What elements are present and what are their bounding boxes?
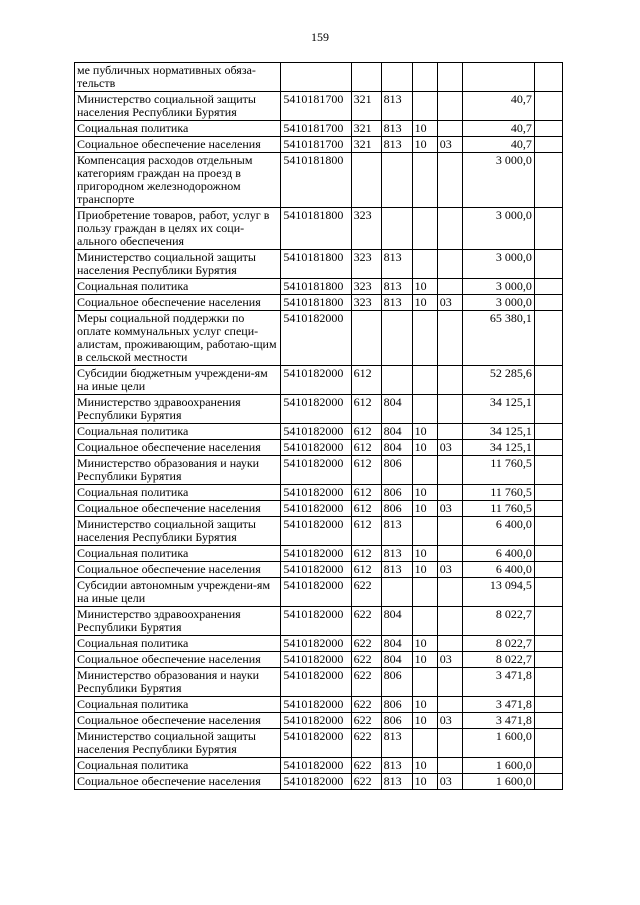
cell-amount: 1 600,0: [462, 774, 534, 790]
cell-subsection-code: [437, 636, 462, 652]
cell-expense-type-code: 321: [351, 92, 381, 121]
table-row: [75, 121, 563, 137]
table-row: [75, 697, 563, 713]
table-row: [75, 578, 563, 607]
cell-expense-type-code: 612: [351, 562, 381, 578]
cell-subsection-code: 03: [437, 774, 462, 790]
cell-target-article-code: 5410181800: [281, 208, 351, 250]
table-row: [75, 774, 563, 790]
cell-section-code: [412, 63, 437, 92]
cell-amount: 34 125,1: [462, 440, 534, 456]
cell-expense-type-code: 622: [351, 697, 381, 713]
cell-expense-type-code: [351, 63, 381, 92]
table-row: [75, 729, 563, 758]
cell-target-article-code: 5410181700: [281, 137, 351, 153]
cell-section-code: [412, 250, 437, 279]
cell-section-code: 10: [412, 279, 437, 295]
cell-target-article-code: 5410182000: [281, 636, 351, 652]
cell-ministry-code: 806: [381, 501, 412, 517]
cell-section-code: 10: [412, 774, 437, 790]
cell-ministry-code: 813: [381, 729, 412, 758]
table-row: [75, 279, 563, 295]
cell-expense-type-code: 612: [351, 366, 381, 395]
cell-subsection-code: [437, 424, 462, 440]
cell-empty: [534, 607, 562, 636]
cell-expense-type-code: 612: [351, 517, 381, 546]
cell-amount: 11 760,5: [462, 456, 534, 485]
cell-target-article-code: 5410182000: [281, 546, 351, 562]
table-row: [75, 63, 563, 92]
table-row: [75, 517, 563, 546]
cell-subsection-code: [437, 279, 462, 295]
cell-target-article-code: 5410181800: [281, 153, 351, 208]
table-row: [75, 295, 563, 311]
cell-empty: [534, 485, 562, 501]
cell-expense-type-code: 622: [351, 758, 381, 774]
cell-ministry-code: [381, 208, 412, 250]
cell-amount: 40,7: [462, 137, 534, 153]
cell-target-article-code: 5410182000: [281, 729, 351, 758]
cell-amount: 6 400,0: [462, 546, 534, 562]
cell-section-code: [412, 366, 437, 395]
cell-item-name: Социальная политика: [75, 279, 281, 295]
cell-ministry-code: 804: [381, 607, 412, 636]
cell-section-code: [412, 517, 437, 546]
cell-ministry-code: 813: [381, 546, 412, 562]
table-row: [75, 713, 563, 729]
cell-empty: [534, 295, 562, 311]
cell-subsection-code: [437, 153, 462, 208]
table-row: [75, 501, 563, 517]
cell-amount: 11 760,5: [462, 485, 534, 501]
cell-expense-type-code: 622: [351, 607, 381, 636]
cell-section-code: 10: [412, 697, 437, 713]
cell-target-article-code: 5410182000: [281, 713, 351, 729]
cell-target-article-code: 5410182000: [281, 501, 351, 517]
table-row: [75, 424, 563, 440]
cell-empty: [534, 153, 562, 208]
cell-section-code: [412, 607, 437, 636]
cell-target-article-code: 5410181800: [281, 279, 351, 295]
cell-expense-type-code: 622: [351, 652, 381, 668]
cell-subsection-code: [437, 758, 462, 774]
cell-empty: [534, 758, 562, 774]
cell-target-article-code: 5410181800: [281, 250, 351, 279]
cell-amount: 6 400,0: [462, 517, 534, 546]
cell-item-name: Социальная политика: [75, 424, 281, 440]
cell-empty: [534, 501, 562, 517]
cell-item-name: Министерство социальной защиты населения Республики Бурятия: [75, 250, 281, 279]
cell-section-code: 10: [412, 546, 437, 562]
cell-item-name: Социальная политика: [75, 697, 281, 713]
cell-expense-type-code: [351, 311, 381, 366]
cell-ministry-code: 813: [381, 121, 412, 137]
cell-expense-type-code: 612: [351, 424, 381, 440]
cell-target-article-code: 5410182000: [281, 562, 351, 578]
cell-subsection-code: 03: [437, 562, 462, 578]
cell-section-code: [412, 311, 437, 366]
cell-section-code: [412, 92, 437, 121]
table-row: [75, 311, 563, 366]
cell-section-code: [412, 395, 437, 424]
cell-expense-type-code: 622: [351, 774, 381, 790]
cell-item-name: Социальное обеспечение населения: [75, 562, 281, 578]
cell-amount: 1 600,0: [462, 729, 534, 758]
cell-target-article-code: 5410182000: [281, 607, 351, 636]
cell-item-name: Министерство социальной защиты населения Республики Бурятия: [75, 517, 281, 546]
cell-subsection-code: [437, 92, 462, 121]
cell-expense-type-code: 321: [351, 137, 381, 153]
cell-empty: [534, 121, 562, 137]
cell-section-code: 10: [412, 440, 437, 456]
table-row: [75, 440, 563, 456]
cell-item-name: Социальное обеспечение населения: [75, 713, 281, 729]
cell-amount: 65 380,1: [462, 311, 534, 366]
cell-ministry-code: 804: [381, 652, 412, 668]
cell-subsection-code: 03: [437, 295, 462, 311]
cell-amount: 13 094,5: [462, 578, 534, 607]
cell-ministry-code: 813: [381, 562, 412, 578]
cell-amount: 3 000,0: [462, 250, 534, 279]
cell-item-name: Социальное обеспечение населения: [75, 652, 281, 668]
cell-empty: [534, 774, 562, 790]
cell-empty: [534, 279, 562, 295]
cell-empty: [534, 137, 562, 153]
cell-subsection-code: [437, 517, 462, 546]
cell-item-name: Социальная политика: [75, 485, 281, 501]
cell-target-article-code: 5410182000: [281, 578, 351, 607]
cell-empty: [534, 440, 562, 456]
cell-amount: 3 471,8: [462, 713, 534, 729]
cell-empty: [534, 668, 562, 697]
cell-section-code: 10: [412, 137, 437, 153]
cell-item-name: Меры социальной поддержки по оплате коммунальных услуг специ-алистам, проживающим, работаю-щим в сельской местности: [75, 311, 281, 366]
table-row: [75, 395, 563, 424]
cell-empty: [534, 366, 562, 395]
cell-empty: [534, 456, 562, 485]
cell-subsection-code: [437, 485, 462, 501]
cell-empty: [534, 697, 562, 713]
cell-ministry-code: 813: [381, 758, 412, 774]
cell-section-code: [412, 668, 437, 697]
cell-subsection-code: [437, 63, 462, 92]
cell-item-name: Социальное обеспечение населения: [75, 137, 281, 153]
cell-ministry-code: 804: [381, 424, 412, 440]
cell-target-article-code: 5410182000: [281, 456, 351, 485]
table-row: [75, 562, 563, 578]
cell-amount: 1 600,0: [462, 758, 534, 774]
cell-subsection-code: [437, 121, 462, 137]
cell-amount: 3 471,8: [462, 668, 534, 697]
cell-expense-type-code: 622: [351, 578, 381, 607]
cell-item-name: Министерство образования и науки Республики Бурятия: [75, 668, 281, 697]
cell-item-name: Министерство образования и науки Республики Бурятия: [75, 456, 281, 485]
cell-target-article-code: 5410182000: [281, 697, 351, 713]
cell-subsection-code: [437, 208, 462, 250]
cell-subsection-code: [437, 456, 462, 485]
cell-section-code: 10: [412, 562, 437, 578]
cell-expense-type-code: 612: [351, 440, 381, 456]
table-row: [75, 456, 563, 485]
cell-empty: [534, 713, 562, 729]
cell-expense-type-code: 612: [351, 456, 381, 485]
cell-amount: 6 400,0: [462, 562, 534, 578]
page-number: 159: [311, 30, 329, 44]
cell-subsection-code: 03: [437, 652, 462, 668]
cell-amount: 8 022,7: [462, 636, 534, 652]
cell-item-name: Министерство здравоохранения Республики Бурятия: [75, 607, 281, 636]
cell-empty: [534, 578, 562, 607]
cell-section-code: 10: [412, 758, 437, 774]
cell-ministry-code: 813: [381, 279, 412, 295]
cell-expense-type-code: [351, 153, 381, 208]
cell-amount: 8 022,7: [462, 607, 534, 636]
cell-item-name: Компенсация расходов отдельным категориям граждан на проезд в пригородном железнодорожном транспорте: [75, 153, 281, 208]
table-row: [75, 546, 563, 562]
cell-section-code: [412, 208, 437, 250]
cell-expense-type-code: 321: [351, 121, 381, 137]
cell-subsection-code: [437, 395, 462, 424]
cell-item-name: Социальное обеспечение населения: [75, 295, 281, 311]
cell-subsection-code: [437, 668, 462, 697]
cell-target-article-code: 5410182000: [281, 652, 351, 668]
cell-subsection-code: 03: [437, 440, 462, 456]
cell-empty: [534, 395, 562, 424]
cell-empty: [534, 424, 562, 440]
cell-ministry-code: 813: [381, 137, 412, 153]
table-row: [75, 92, 563, 121]
table-row: [75, 636, 563, 652]
cell-expense-type-code: 323: [351, 279, 381, 295]
cell-target-article-code: 5410182000: [281, 517, 351, 546]
cell-section-code: [412, 729, 437, 758]
cell-target-article-code: 5410182000: [281, 485, 351, 501]
cell-section-code: [412, 456, 437, 485]
cell-section-code: 10: [412, 501, 437, 517]
cell-section-code: 10: [412, 485, 437, 501]
cell-empty: [534, 562, 562, 578]
cell-target-article-code: 5410181700: [281, 121, 351, 137]
cell-empty: [534, 729, 562, 758]
cell-item-name: Министерство здравоохранения Республики Бурятия: [75, 395, 281, 424]
cell-item-name: Министерство социальной защиты населения Республики Бурятия: [75, 92, 281, 121]
cell-item-name: Социальная политика: [75, 546, 281, 562]
cell-section-code: 10: [412, 424, 437, 440]
cell-expense-type-code: 622: [351, 713, 381, 729]
cell-amount: 3 000,0: [462, 208, 534, 250]
table-row: [75, 208, 563, 250]
cell-expense-type-code: 323: [351, 208, 381, 250]
cell-subsection-code: [437, 697, 462, 713]
cell-expense-type-code: 323: [351, 250, 381, 279]
cell-empty: [534, 517, 562, 546]
cell-section-code: 10: [412, 121, 437, 137]
cell-item-name: Приобретение товаров, работ, услуг в пользу граждан в целях их соци-ального обеспечения: [75, 208, 281, 250]
cell-subsection-code: [437, 729, 462, 758]
cell-amount: 3 000,0: [462, 153, 534, 208]
cell-expense-type-code: 323: [351, 295, 381, 311]
cell-item-name: Социальная политика: [75, 121, 281, 137]
cell-ministry-code: [381, 311, 412, 366]
cell-empty: [534, 311, 562, 366]
cell-item-name: Социальное обеспечение населения: [75, 440, 281, 456]
table-row: [75, 607, 563, 636]
cell-amount: 40,7: [462, 92, 534, 121]
table-row: [75, 668, 563, 697]
cell-ministry-code: [381, 63, 412, 92]
cell-ministry-code: [381, 366, 412, 395]
cell-amount: 8 022,7: [462, 652, 534, 668]
cell-target-article-code: 5410182000: [281, 366, 351, 395]
cell-item-name: Социальная политика: [75, 636, 281, 652]
cell-ministry-code: 813: [381, 250, 412, 279]
cell-expense-type-code: 612: [351, 501, 381, 517]
cell-ministry-code: 806: [381, 456, 412, 485]
cell-amount: [462, 63, 534, 92]
cell-item-name: Субсидии бюджетным учреждени-ям на иные цели: [75, 366, 281, 395]
cell-ministry-code: 806: [381, 713, 412, 729]
cell-expense-type-code: 612: [351, 546, 381, 562]
table-row: [75, 652, 563, 668]
cell-subsection-code: [437, 250, 462, 279]
cell-ministry-code: 804: [381, 636, 412, 652]
cell-expense-type-code: 622: [351, 729, 381, 758]
cell-empty: [534, 250, 562, 279]
cell-item-name: Социальное обеспечение населения: [75, 501, 281, 517]
cell-ministry-code: 813: [381, 517, 412, 546]
cell-empty: [534, 208, 562, 250]
cell-ministry-code: 804: [381, 440, 412, 456]
cell-ministry-code: 813: [381, 774, 412, 790]
cell-target-article-code: [281, 63, 351, 92]
cell-target-article-code: 5410181800: [281, 295, 351, 311]
cell-item-name: Социальная политика: [75, 758, 281, 774]
cell-section-code: 10: [412, 713, 437, 729]
table-row: [75, 366, 563, 395]
cell-subsection-code: [437, 311, 462, 366]
cell-target-article-code: 5410182000: [281, 440, 351, 456]
cell-subsection-code: [437, 607, 462, 636]
cell-ministry-code: [381, 153, 412, 208]
table-body: [75, 63, 563, 790]
cell-target-article-code: 5410182000: [281, 668, 351, 697]
cell-item-name: Социальное обеспечение населения: [75, 774, 281, 790]
cell-item-name: Министерство социальной защиты населения Республики Бурятия: [75, 729, 281, 758]
cell-amount: 3 000,0: [462, 279, 534, 295]
cell-expense-type-code: 622: [351, 636, 381, 652]
cell-target-article-code: 5410181700: [281, 92, 351, 121]
table-row: [75, 485, 563, 501]
table-row: [75, 153, 563, 208]
cell-subsection-code: 03: [437, 713, 462, 729]
cell-amount: 40,7: [462, 121, 534, 137]
cell-section-code: [412, 578, 437, 607]
cell-section-code: 10: [412, 652, 437, 668]
cell-expense-type-code: 622: [351, 668, 381, 697]
cell-amount: 34 125,1: [462, 395, 534, 424]
table-row: [75, 137, 563, 153]
cell-ministry-code: 806: [381, 697, 412, 713]
cell-target-article-code: 5410182000: [281, 774, 351, 790]
cell-ministry-code: [381, 578, 412, 607]
cell-item-name: Субсидии автономным учреждени-ям на иные цели: [75, 578, 281, 607]
cell-empty: [534, 652, 562, 668]
cell-target-article-code: 5410182000: [281, 395, 351, 424]
cell-expense-type-code: 612: [351, 395, 381, 424]
cell-ministry-code: 813: [381, 295, 412, 311]
cell-subsection-code: [437, 366, 462, 395]
cell-subsection-code: [437, 546, 462, 562]
cell-empty: [534, 63, 562, 92]
cell-amount: 11 760,5: [462, 501, 534, 517]
cell-amount: 34 125,1: [462, 424, 534, 440]
cell-section-code: 10: [412, 295, 437, 311]
budget-table: [74, 62, 563, 790]
cell-amount: 3 000,0: [462, 295, 534, 311]
cell-amount: 3 471,8: [462, 697, 534, 713]
cell-target-article-code: 5410182000: [281, 758, 351, 774]
table-row: [75, 758, 563, 774]
cell-subsection-code: [437, 578, 462, 607]
cell-ministry-code: 804: [381, 395, 412, 424]
cell-ministry-code: 806: [381, 485, 412, 501]
cell-section-code: [412, 153, 437, 208]
cell-subsection-code: 03: [437, 501, 462, 517]
cell-empty: [534, 92, 562, 121]
cell-empty: [534, 546, 562, 562]
cell-ministry-code: 806: [381, 668, 412, 697]
cell-target-article-code: 5410182000: [281, 311, 351, 366]
cell-subsection-code: 03: [437, 137, 462, 153]
cell-item-name: ме публичных нормативных обяза-тельств: [75, 63, 281, 92]
cell-ministry-code: 813: [381, 92, 412, 121]
cell-section-code: 10: [412, 636, 437, 652]
table-row: [75, 250, 563, 279]
cell-expense-type-code: 612: [351, 485, 381, 501]
cell-empty: [534, 636, 562, 652]
cell-target-article-code: 5410182000: [281, 424, 351, 440]
cell-amount: 52 285,6: [462, 366, 534, 395]
